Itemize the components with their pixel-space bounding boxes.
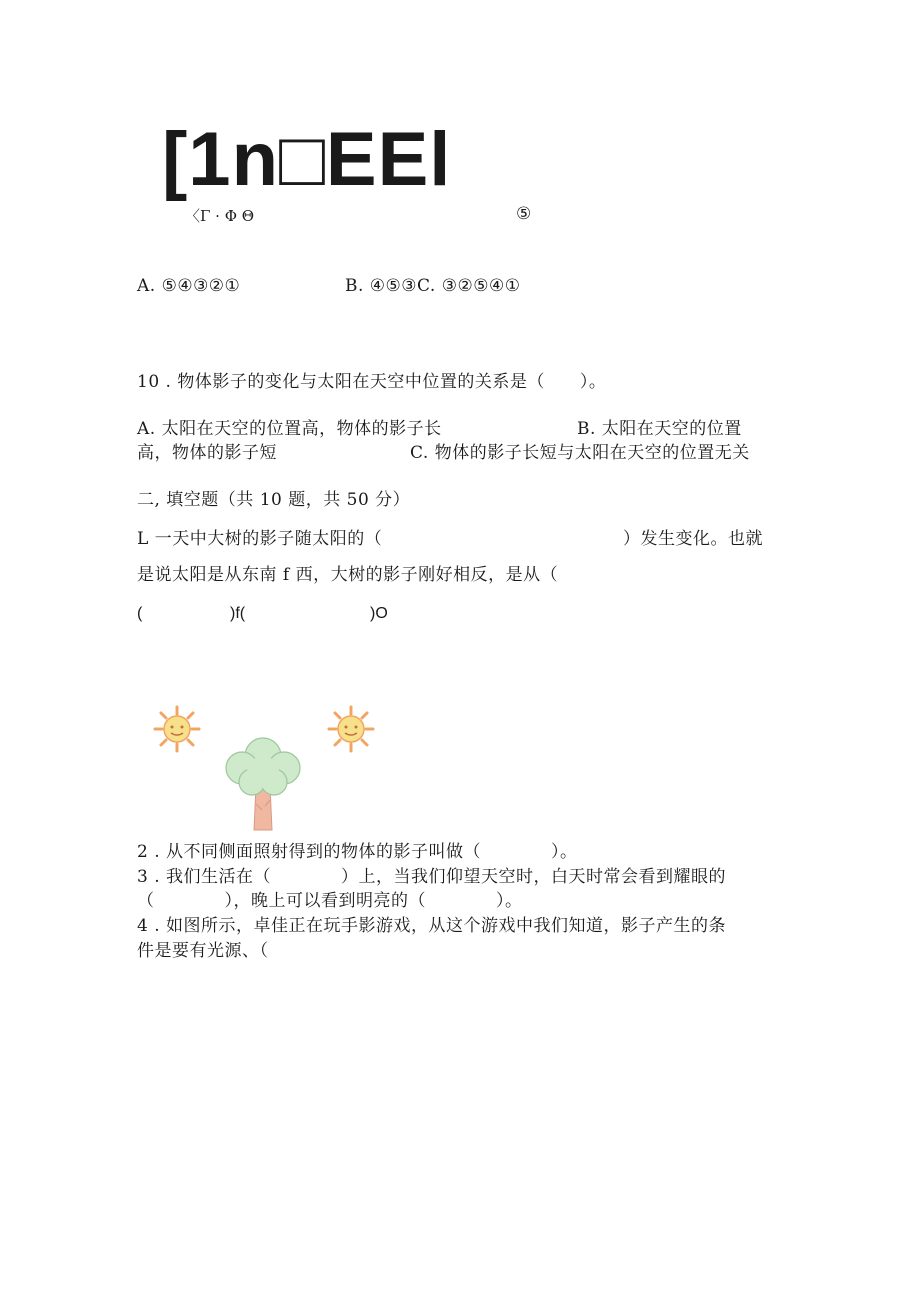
q9-option-bc: B. ④⑤③C. ③②⑤④① bbox=[345, 276, 521, 296]
q9-option-a: A. ⑤④③②① bbox=[137, 276, 241, 296]
fill1-line1-start: L 一天中大树的影子随太阳的（ bbox=[137, 529, 383, 549]
header-title: [1n□EEl bbox=[162, 117, 452, 202]
header-circled-number: ⑤ bbox=[516, 204, 532, 224]
sun-left-icon bbox=[152, 704, 202, 754]
fill1-blank-close: )O bbox=[370, 605, 388, 622]
fill1-blank-open: ( bbox=[137, 605, 143, 622]
fill2: 2 . 从不同侧面照射得到的物体的影子叫做（ ）。 bbox=[137, 842, 578, 862]
fill3-line1: 3 . 我们生活在（ ）上，当我们仰望天空时，白天时常会看到耀眼的 bbox=[137, 867, 727, 887]
fill4-line1: 4 . 如图所示，卓佳正在玩手影游戏，从这个游戏中我们知道，影子产生的条 bbox=[137, 916, 727, 936]
section-2-heading: 二, 填空题（共 10 题，共 50 分） bbox=[137, 490, 411, 510]
q10-option-c: C. 物体的影子长短与太阳在天空的位置无关 bbox=[410, 443, 750, 463]
fill1-line1-end: ）发生变化。也就 bbox=[623, 529, 763, 549]
fill1-line2: 是说太阳是从东南 f 西，大树的影子刚好相反，是从（ bbox=[137, 565, 559, 585]
fill1-blank-mid: )f( bbox=[230, 605, 246, 622]
q10-option-b-cont: 高，物体的影子短 bbox=[137, 443, 277, 463]
fill4-line2: 件是要有光源、（ bbox=[137, 941, 269, 961]
header-symbols: 〈Γ · Φ Θ bbox=[185, 207, 255, 225]
q10-option-a: A. 太阳在天空的位置高，物体的影子长 bbox=[137, 419, 442, 439]
sun-right-icon bbox=[326, 704, 376, 754]
q10-stem: 10 . 物体影子的变化与太阳在天空中位置的关系是（ ）。 bbox=[137, 372, 607, 392]
tree-icon bbox=[218, 734, 308, 834]
fill3-line2: （ ），晚上可以看到明亮的（ ）。 bbox=[137, 891, 523, 911]
q10-option-b: B. 太阳在天空的位置 bbox=[577, 419, 742, 439]
